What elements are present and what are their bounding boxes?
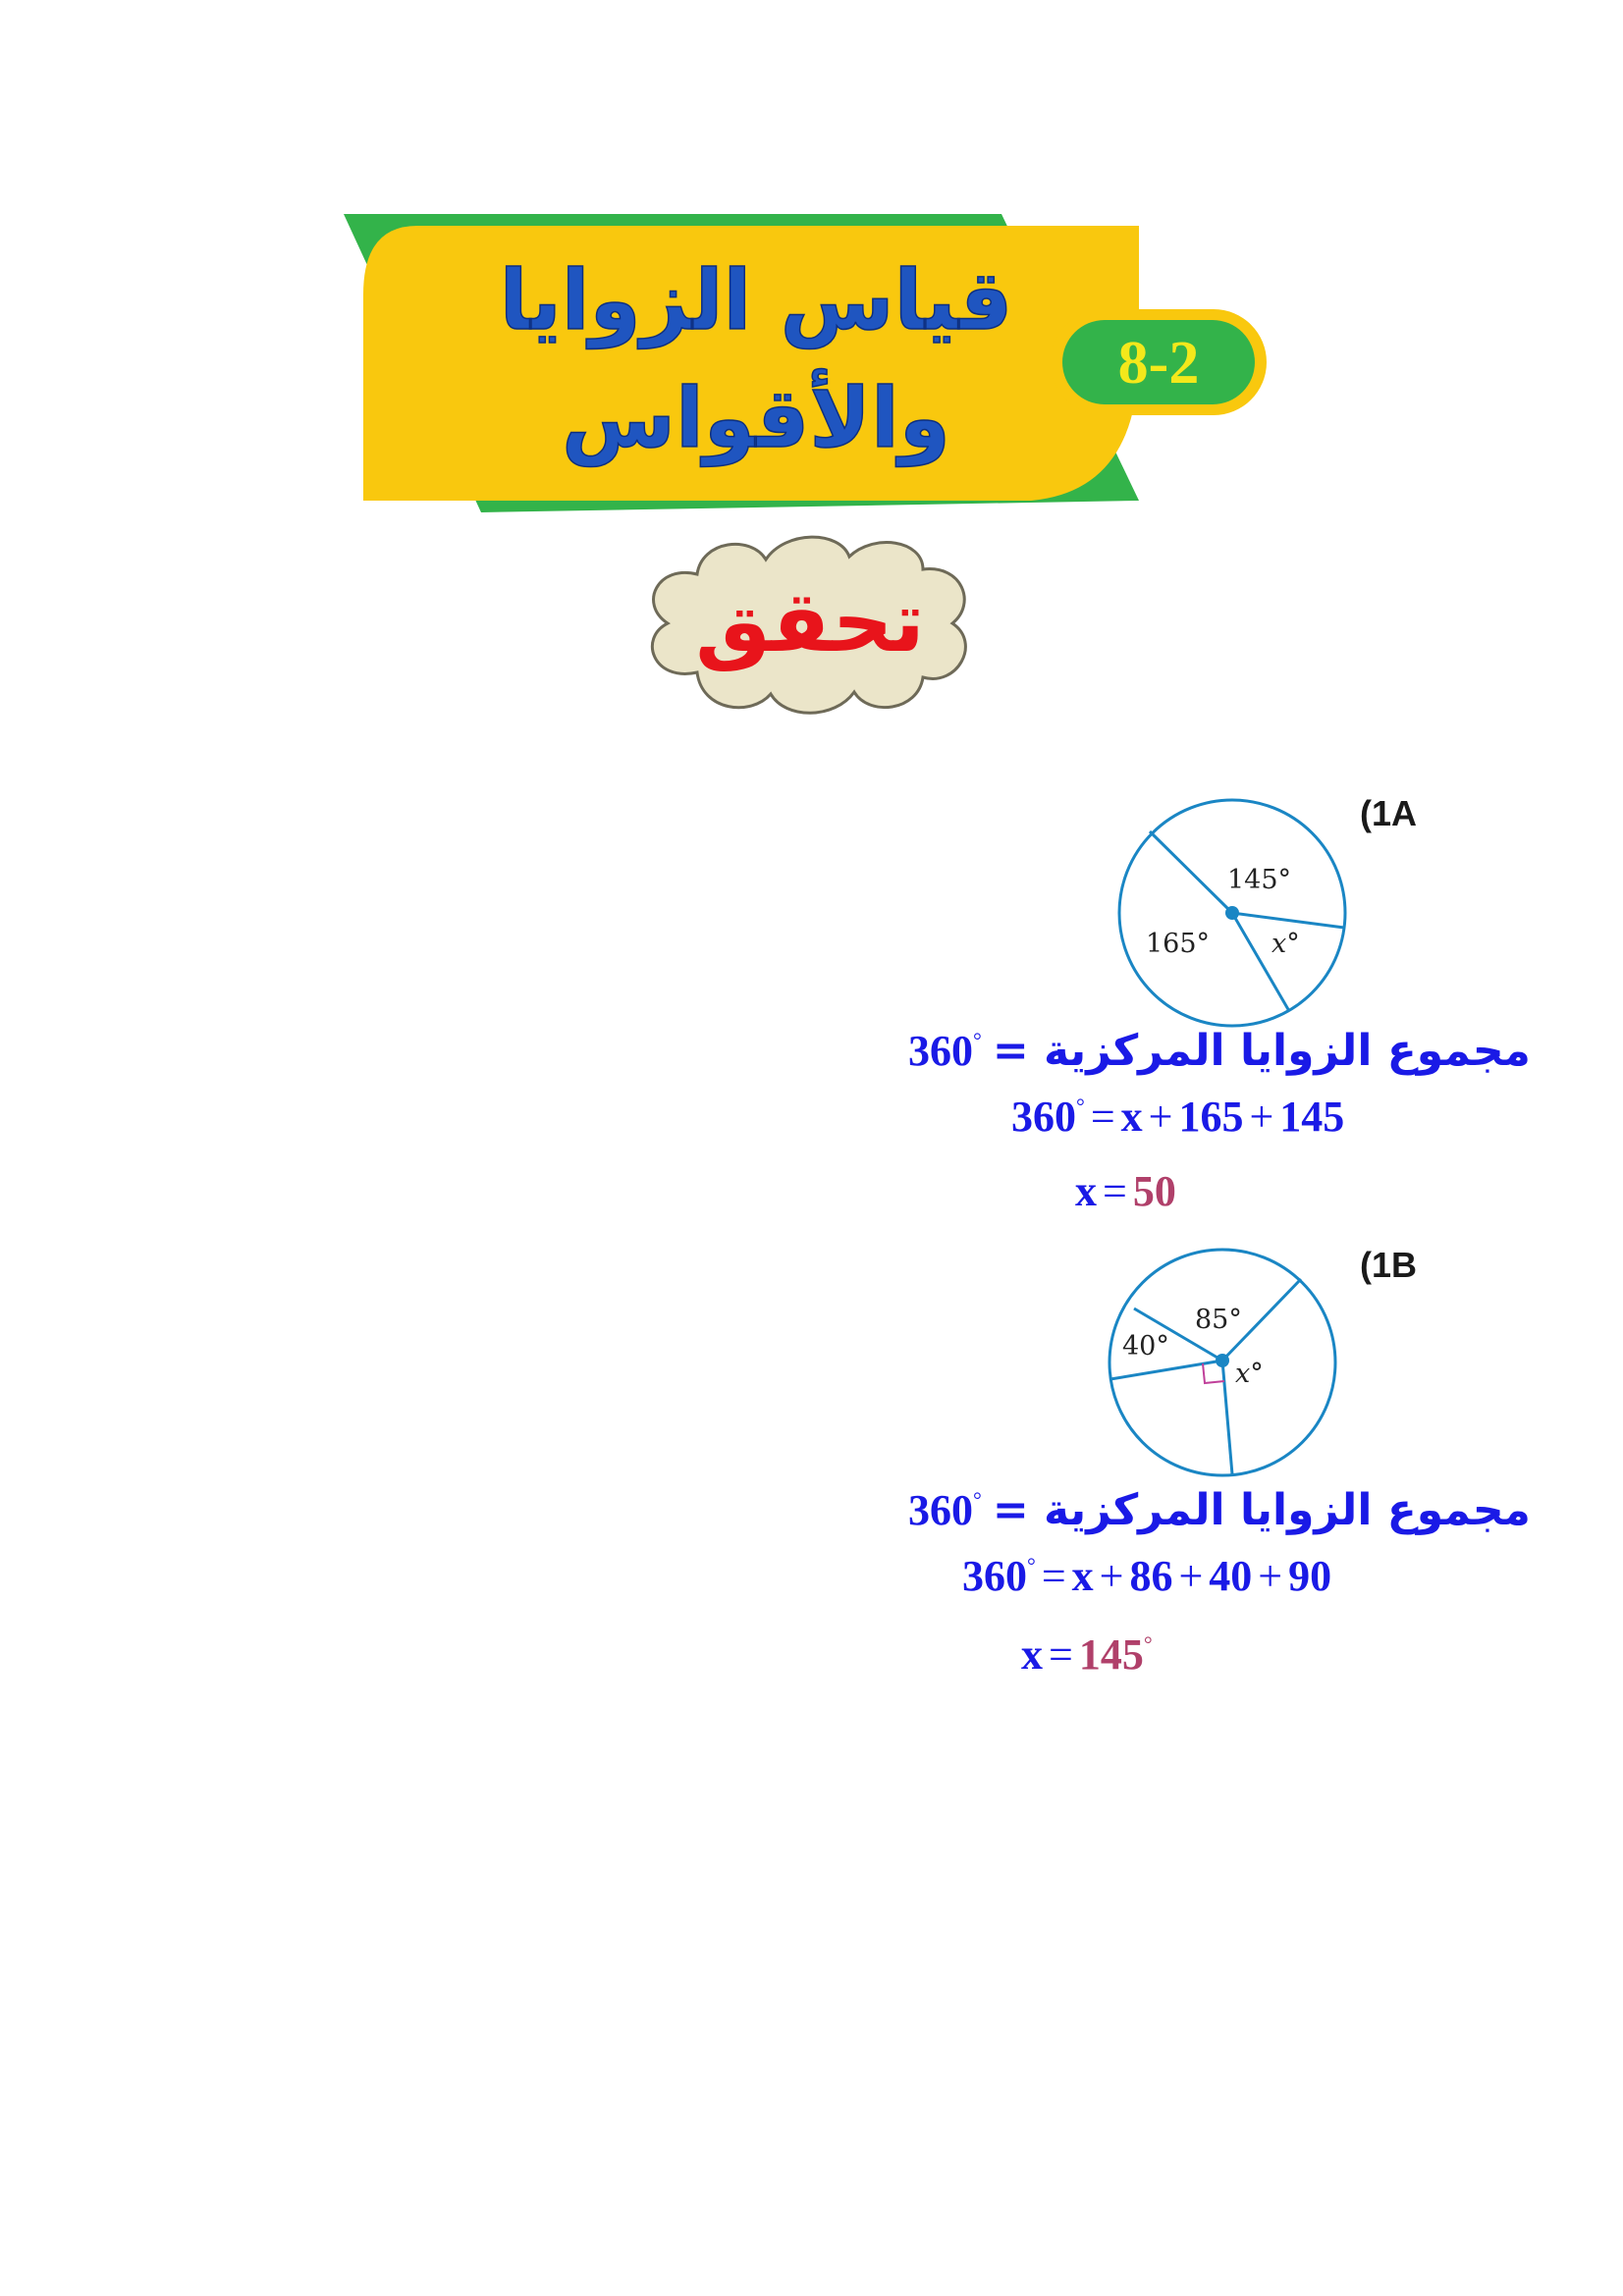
problem-1a-eq2: 360° = x + 165 + 145 xyxy=(1011,1093,1345,1141)
radius-1a-2 xyxy=(1232,913,1344,928)
check-label: تحقق xyxy=(695,573,925,671)
lesson-banner xyxy=(324,206,1306,530)
problem-1b-eq2: 360° = x + 86 + 40 + 90 xyxy=(962,1552,1332,1600)
problem-1a-eq1: 360° مجموع الزوايا المركزية = xyxy=(908,1026,1531,1076)
problem-1b-label: (1B xyxy=(1360,1245,1418,1285)
angle-1a-165: 165° xyxy=(1146,929,1211,959)
lesson-title-line1: قياس الزوايا xyxy=(499,252,1013,348)
answer-1b-value: 145 xyxy=(1078,1630,1144,1679)
problem-1b-figure xyxy=(1095,1245,1350,1490)
radius-1b-4 xyxy=(1222,1361,1232,1474)
lesson-number: 8-2 xyxy=(1117,330,1200,397)
angle-1b-40: 40° xyxy=(1122,1331,1169,1362)
angle-1b-85: 85° xyxy=(1195,1305,1242,1335)
problem-1a-label: (1A xyxy=(1360,793,1418,833)
problem-1b-eq1: 360° مجموع الزوايا المركزية = xyxy=(908,1485,1531,1535)
radius-1a-3 xyxy=(1232,913,1289,1011)
lesson-title-line2: والأقواس xyxy=(562,370,950,466)
center-dot-1a xyxy=(1225,906,1239,920)
angle-1a-x: x° xyxy=(1271,929,1300,959)
eq1-lhs-1a: 360 xyxy=(908,1027,973,1075)
problem-1a-figure xyxy=(1105,790,1360,1036)
radius-1b-3 xyxy=(1110,1361,1222,1379)
radius-1a-1 xyxy=(1150,831,1232,913)
center-dot-1b xyxy=(1216,1354,1229,1367)
eq1-text-1a: مجموع الزوايا المركزية = xyxy=(992,1026,1531,1076)
eq1-lhs-1b: 360 xyxy=(908,1486,973,1534)
answer-1a-value: 50 xyxy=(1132,1167,1176,1215)
angle-1a-145: 145° xyxy=(1227,865,1292,895)
problem-1b-answer: x = 145° xyxy=(1021,1630,1153,1679)
check-cloud xyxy=(628,525,992,721)
eq1-text-1b: مجموع الزوايا المركزية = xyxy=(992,1485,1531,1535)
problem-1a-answer: x = 50 xyxy=(1075,1167,1176,1215)
angle-1b-x: x° xyxy=(1235,1359,1264,1389)
